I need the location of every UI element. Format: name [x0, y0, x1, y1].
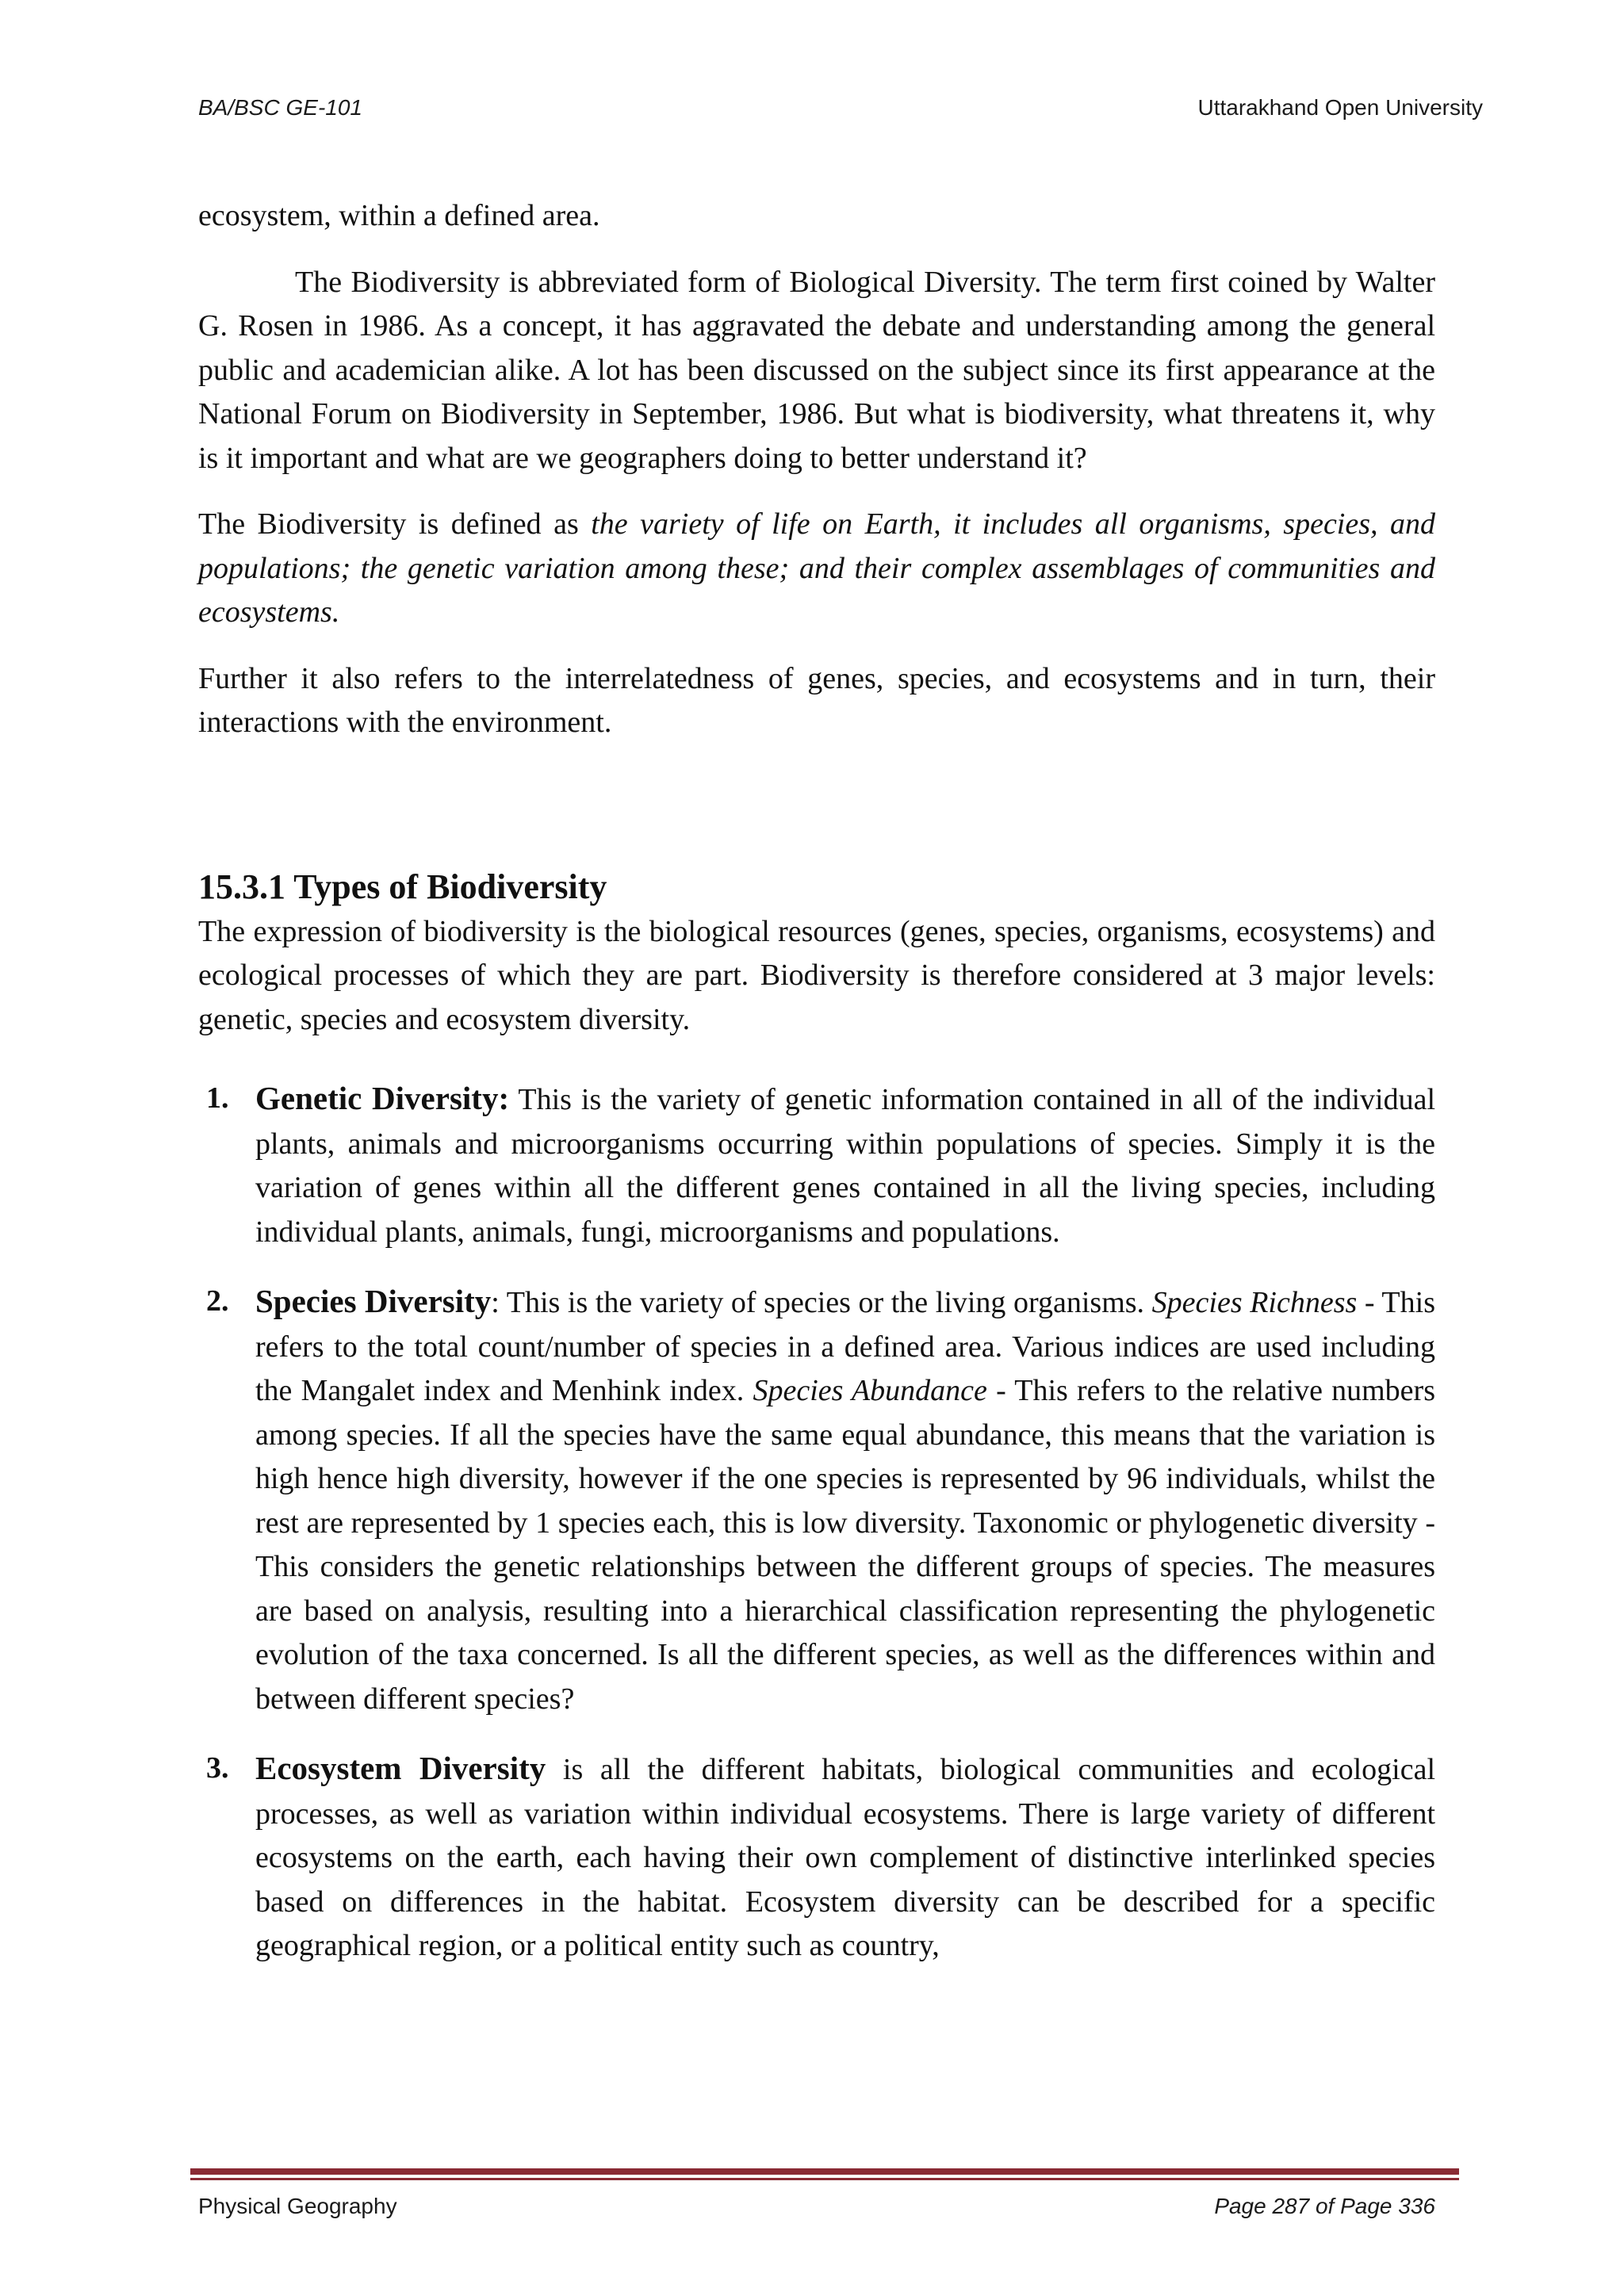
genetic-diversity-text: This is the variety of genetic information contained in all of the individual plants, animals and microorganisms occurring within populations of species. Simply it is the variation of genes within all the different genes contained in all the living species, including individual plants, animals, fungi, microorganisms and populations. — [255, 1083, 1436, 1249]
term-ecosystem-diversity: Ecosystem Diversity — [255, 1750, 546, 1786]
footer-divider-thin — [190, 2178, 1459, 2180]
term-species-richness: Species Richness — [1151, 1286, 1358, 1319]
list-item-species-diversity — [198, 1280, 1435, 1721]
section-heading: 15.3.1 Types of Biodiversity — [198, 867, 607, 906]
term-genetic-diversity: Genetic Diversity: — [255, 1080, 510, 1116]
species-diversity-text-3: - This refers to the relative numbers among species. If all the species have the same equal abundance, this means that the variation is high hence high diversity, however if the one species is represented by 96 individuals, whilst the rest are represented by 1 species each, this is low diversity. Taxonomic or phylogenetic diversity - This considers the genetic relationships between the different groups of species. The measures are based on analysis, resulting into a hierarchical classification representing the phylogenetic evolution of the taxa concerned. Is all the different species, as well as the differences within and between different species? — [255, 1374, 1435, 1716]
definition-italic: the variety of life on Earth, it includes all organisms, species, and populations; the genetic variation among these; and their complex assemblages of communities and ecosystems. — [198, 507, 1435, 629]
list-number: 1. — [206, 1081, 229, 1115]
paragraph-biodiversity-origin: The Biodiversity is abbreviated form of Biological Diversity. The term first coined by Walter G. Rosen in 1986. As a concept, it has aggravated the debate and understanding among the general public and academician alike. A lot has been discussed on the subject since its first appearance at the National Forum on Biodiversity in September, 1986. But what is biodiversity, what threatens it, why is it important and what are we geographers doing to better understand it? — [198, 265, 1435, 475]
paragraph-biodiversity-definition — [198, 503, 1435, 635]
species-diversity-text-2: - This refers to the total count/number of species in a defined area. Various indices are used including the Mangalet index and Menhink index. — [255, 1286, 1435, 1407]
ecosystem-diversity-text: is all the different habitats, biological communities and ecological processes, as well as variation within individual ecosystems. There is large variety of different ecosystems on the earth, each having their own complement of distinctive interlinked species based on differences in the habitat. Ecosystem diversity can be described for a specific geographical region, or a political entity such as country, — [255, 1753, 1436, 1962]
biodiversity-levels-list — [198, 1077, 1435, 1969]
definition-lead: The Biodiversity is defined as — [198, 507, 592, 541]
list-number: 2. — [206, 1284, 229, 1318]
course-code: BA/BSC GE-101 — [198, 95, 362, 120]
section-intro: The expression of biodiversity is the biological resources (genes, species, organisms, ecosystems) and ecological processes of which they are part. Biodiversity is therefore considered at 3 major levels: genetic, species and ecosystem diversity. — [198, 914, 1435, 1036]
footer-divider-thick — [190, 2168, 1459, 2175]
paragraph-continuation: ecosystem, within a defined area. — [198, 199, 600, 232]
term-species-diversity: Species Diversity — [255, 1283, 492, 1319]
paragraph-interrelatedness: Further it also refers to the interrelatedness of genes, species, and ecosystems and in turn, their interactions with the environment. — [198, 661, 1435, 739]
subject-name: Physical Geography — [198, 2194, 397, 2218]
list-item-ecosystem-diversity — [198, 1747, 1435, 1969]
page-body — [198, 194, 1435, 1994]
list-number: 3. — [206, 1751, 229, 1785]
university-name: Uttarakhand Open University — [1197, 95, 1483, 120]
page-number: Page 287 of Page 336 — [1214, 2194, 1435, 2218]
list-item-genetic-diversity — [198, 1077, 1435, 1254]
species-diversity-text-1: : This is the variety of species or the living organisms. — [491, 1286, 1152, 1319]
term-species-abundance: Species Abundance — [753, 1374, 987, 1407]
